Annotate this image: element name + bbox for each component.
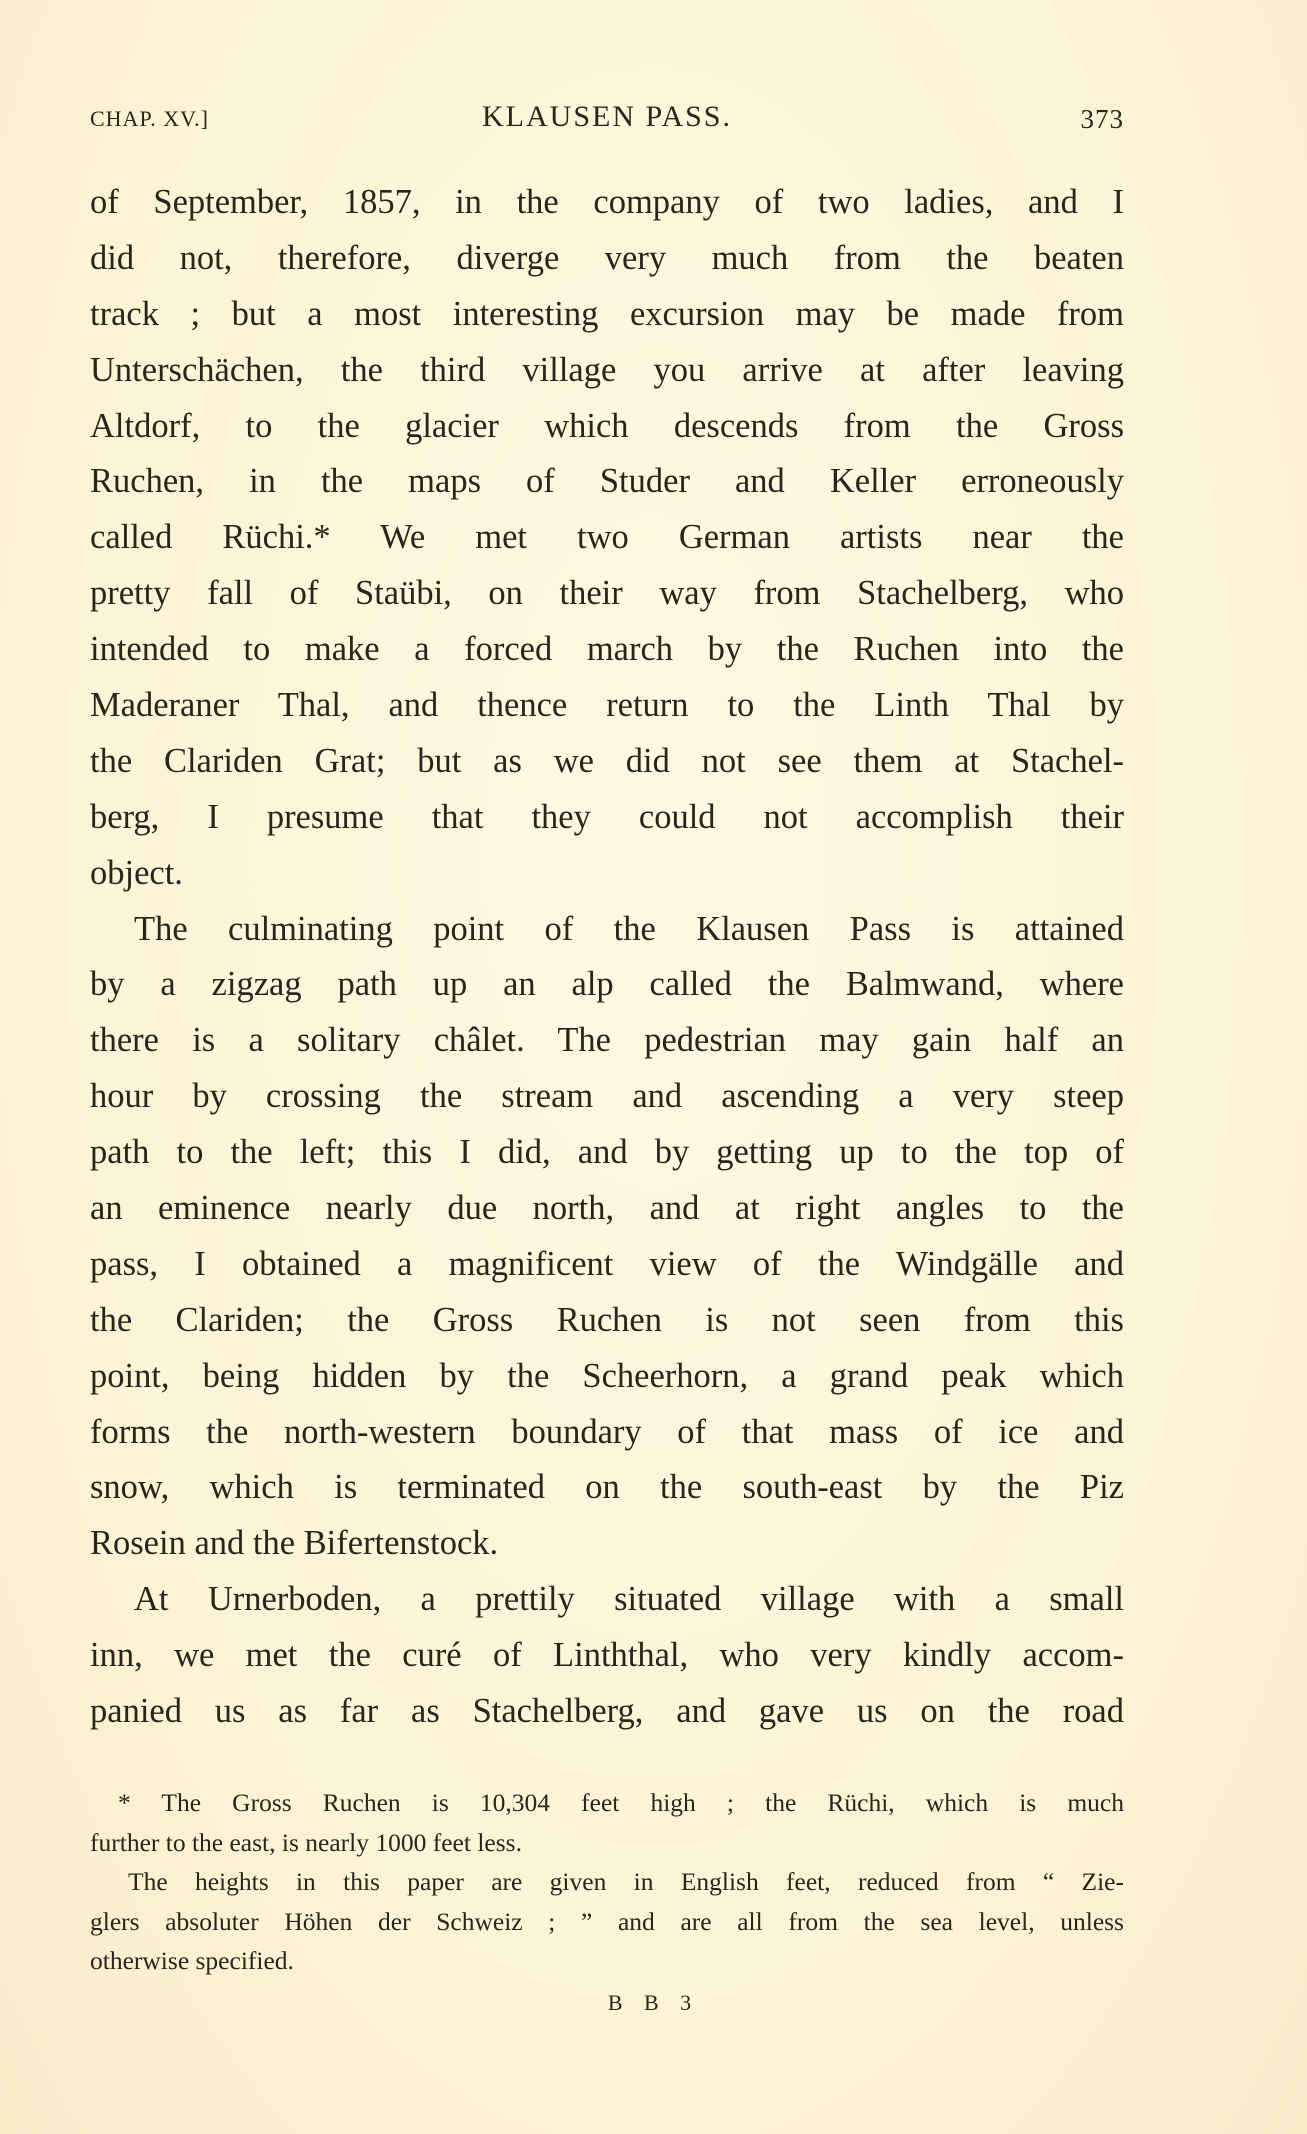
text-line: path to the left; this I did, and by getting up to the top of [90, 1133, 1124, 1172]
footnote-line: glers absoluter Höhen der Schweiz ; ” and are all from the sea level, unless [90, 1906, 1124, 1936]
text-line: hour by crossing the stream and ascending a very steep [90, 1077, 1124, 1116]
text-line: berg, I presume that they could not accomplish their [90, 797, 1124, 836]
text-line: intended to make a forced march by the Ruchen into the [90, 630, 1124, 669]
text-line: called Rüchi.* We met two German artists near the [90, 518, 1124, 557]
text-line: forms the north-western boundary of that mass of ice and [90, 1412, 1124, 1451]
text-line: the Clariden Grat; but as we did not see them at Stachel- [90, 741, 1124, 780]
text-line: point, being hidden by the Scheerhorn, a grand peak which [90, 1356, 1124, 1395]
page-number: 373 [1080, 104, 1124, 134]
text-line: track ; but a most interesting excursion may be made from [90, 294, 1124, 333]
running-header [90, 100, 1124, 140]
footnotes [90, 1783, 1124, 1981]
footnote-line: The heights in this paper are given in English feet, reduced from “ Zie- [128, 1867, 1124, 1896]
text-line: Altdorf, to the glacier which descends from the Gross [90, 406, 1124, 445]
text-line: Maderaner Thal, and thence return to the Linth Thal by [90, 686, 1124, 725]
text-line: pass, I obtained a magnificent view of the Windgälle and [90, 1244, 1124, 1283]
text-line: of September, 1857, in the company of two ladies, and I [90, 183, 1124, 221]
footnote-line: * The Gross Ruchen is 10,304 feet high ; the Rüchi, which is much [118, 1788, 1124, 1817]
text-line: the Clariden; the Gross Ruchen is not seen from this [90, 1300, 1124, 1339]
text-line: Unterschächen, the third village you arrive at after leaving [90, 350, 1124, 389]
text-line: an eminence nearly due north, and at right angles to the [90, 1189, 1124, 1228]
text-line: Rosein and the Bifertenstock. [90, 1524, 499, 1563]
text-line: there is a solitary châlet. The pedestrian may gain half an [90, 1021, 1124, 1060]
footnote-line: further to the east, is nearly 1000 feet less. [90, 1827, 522, 1857]
body-text [90, 175, 1124, 1740]
paragraph-start: At Urnerboden, a prettily situated village with a small [134, 1580, 1124, 1619]
text-line: inn, we met the curé of Linththal, who very kindly accom- [90, 1636, 1124, 1675]
text-line: did not, therefore, diverge very much from the beaten [90, 238, 1124, 277]
text-line: pretty fall of Staübi, on their way from Stachelberg, who [90, 574, 1124, 613]
chapter-label: CHAP. XV.] [90, 106, 210, 131]
text-line: Ruchen, in the maps of Studer and Keller erroneously [90, 462, 1124, 501]
paragraph-start: The culminating point of the Klausen Pass is attained [134, 909, 1124, 948]
text-line: panied us as far as Stachelberg, and gave us on the road [90, 1692, 1124, 1731]
text-line: by a zigzag path up an alp called the Balmwand, where [90, 965, 1124, 1004]
footnote-line: otherwise specified. [90, 1946, 294, 1975]
text-line: object. [90, 853, 183, 892]
text-line: snow, which is terminated on the south-east by the Piz [90, 1468, 1124, 1507]
page-title: KLAUSEN PASS. [482, 100, 732, 133]
signature-mark: B B 3 [607, 1990, 700, 2015]
